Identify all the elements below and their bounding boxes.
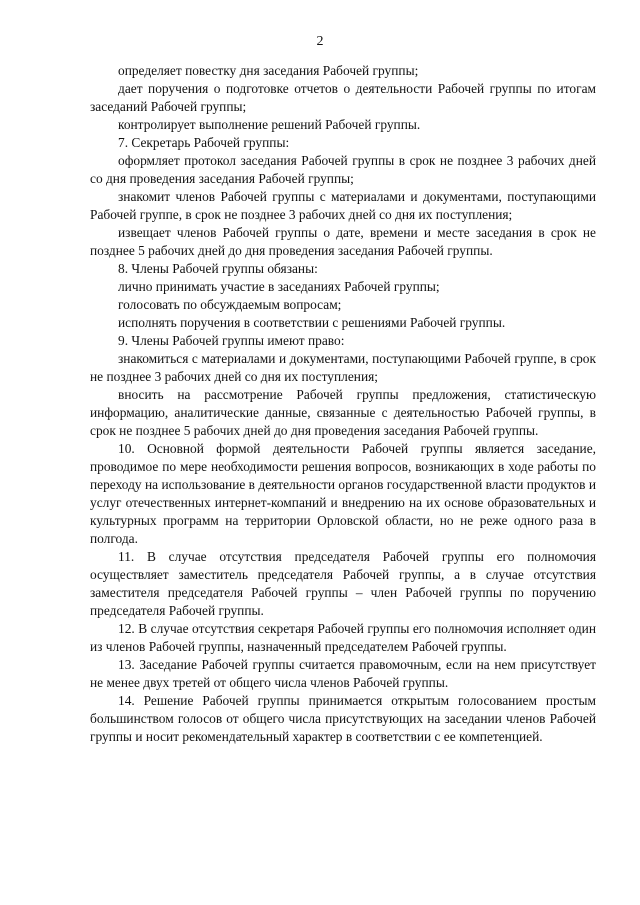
paragraph-rights-proposals: вносить на рассмотрение Рабочей группы предложения, статистическую информацию, аналитические данные, связанные с деятельностью Рабочей группы, в срок не позднее 5 рабочих дней до дня проведения заседания Рабочей группы. [90, 387, 596, 438]
paragraph-chair-reports: дает поручения о подготовке отчетов о деятельности Рабочей группы по итогам заседаний Рабочей группы; [90, 81, 596, 114]
paragraph-chair-agenda: определяет повестку дня заседания Рабочей группы; [118, 63, 419, 78]
document-body [90, 62, 596, 746]
paragraph-secretary-materials: знакомит членов Рабочей группы с материалами и документами, поступающими Рабочей группе, в срок не позднее 3 рабочих дней со дня их поступления; [90, 189, 596, 222]
paragraph-11-chair-absence: 11. В случае отсутствия председателя Рабочей группы его полномочия осуществляет заместитель председателя Рабочей группы, а в случае отсутствия заместителя председателя Рабочей группы – член Рабочей группы по поручению председателя Рабочей группы. [90, 549, 596, 618]
paragraph-rights-materials: знакомиться с материалами и документами, поступающими Рабочей группе, в срок не позднее 3 рабочих дней со дня их поступления; [90, 351, 596, 384]
paragraph-chair-control: контролирует выполнение решений Рабочей группы. [118, 117, 421, 132]
paragraph-7-secretary: 7. Секретарь Рабочей группы: [118, 135, 290, 150]
paragraph-secretary-protocol: оформляет протокол заседания Рабочей группы в срок не позднее 3 рабочих дней со дня проведения заседания Рабочей группы; [90, 153, 596, 186]
paragraph-members-execute: исполнять поручения в соответствии с решениями Рабочей группы. [118, 315, 506, 330]
paragraph-13-quorum: 13. Заседание Рабочей группы считается правомочным, если на нем присутствует не менее двух третей от общего числа членов Рабочей группы. [90, 657, 596, 690]
paragraph-14-decisions: 14. Решение Рабочей группы принимается открытым голосованием простым большинством голосов от общего числа присутствующих на заседании членов Рабочей группы и носит рекомендательный характер в соответствии с ее компетенцией. [90, 693, 596, 744]
page-number: 2 [316, 34, 324, 49]
paragraph-9-members-rights: 9. Члены Рабочей группы имеют право: [118, 333, 345, 348]
paragraph-10-meetings: 10. Основной формой деятельности Рабочей группы является заседание, проводимое по мере необходимости решения вопросов, возникающих в ходе работы по переходу на использование в деятельности органов государственной власти продуктов и услуг отечественных интернет-компаний и внедрению на их основе образовательных и культурных программ на территории Орловской области, но не реже одного раза в полгода. [90, 441, 596, 546]
paragraph-members-attend: лично принимать участие в заседаниях Рабочей группы; [118, 279, 440, 294]
paragraph-12-secretary-absence: 12. В случае отсутствия секретаря Рабочей группы его полномочия исполняет один из членов Рабочей группы, назначенный председателем Рабочей группы. [90, 621, 596, 654]
paragraph-8-members-obliged: 8. Члены Рабочей группы обязаны: [118, 261, 318, 276]
paragraph-members-vote: голосовать по обсуждаемым вопросам; [118, 297, 342, 312]
paragraph-secretary-notify: извещает членов Рабочей группы о дате, времени и месте заседания в срок не позднее 5 рабочих дней до дня проведения заседания Рабочей группы. [90, 225, 596, 258]
